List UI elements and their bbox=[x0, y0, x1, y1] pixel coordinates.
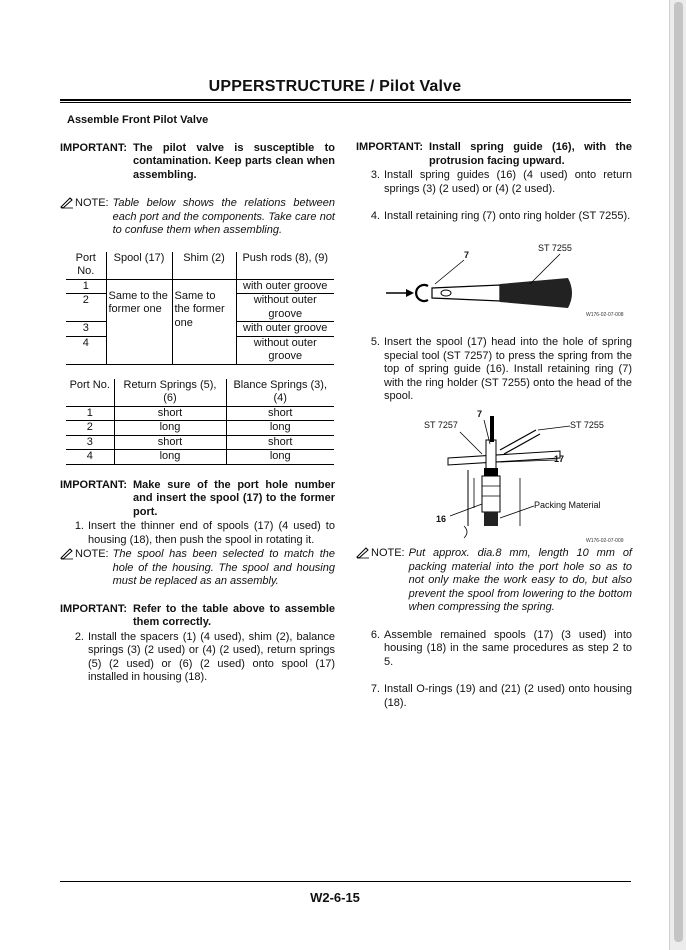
fig2-label-st7257: ST 7257 bbox=[424, 420, 458, 430]
return-spring-cell: long bbox=[114, 421, 226, 436]
fig1-label-st7255: ST 7255 bbox=[538, 243, 572, 253]
return-spring-cell: long bbox=[114, 450, 226, 465]
note-pencil-icon bbox=[356, 547, 370, 559]
vertical-scrollbar[interactable] bbox=[669, 0, 686, 950]
step-6 bbox=[356, 629, 632, 670]
push-rod-cell: with outer groove bbox=[236, 279, 334, 294]
port-cell: 2 bbox=[66, 294, 106, 322]
push-rod-cell: without outer groove bbox=[236, 336, 334, 364]
note-text: Table below shows the relations between each port and the components. Take care not to confuse them when assembling. bbox=[112, 197, 335, 236]
important-text: Install spring guide (16), with the protrusion facing upward. bbox=[429, 141, 632, 167]
spool-press-figure bbox=[420, 408, 632, 546]
note-pencil-icon bbox=[60, 197, 74, 209]
step-1 bbox=[60, 520, 335, 547]
fig2-label-16: 16 bbox=[436, 514, 447, 524]
table-row bbox=[66, 450, 334, 465]
important-label: IMPORTANT: bbox=[356, 141, 424, 153]
step-number: 6. bbox=[370, 628, 380, 641]
note-label: NOTE: bbox=[75, 548, 109, 560]
spool-cell: Same to the former one bbox=[106, 279, 172, 364]
port-cell: 4 bbox=[66, 336, 106, 364]
step-5 bbox=[356, 336, 632, 404]
fig2-code: W176-02-07-009 bbox=[586, 538, 624, 544]
important-label: IMPORTANT: bbox=[60, 602, 128, 615]
step-number: 7. bbox=[370, 683, 380, 695]
th-port: Port No. bbox=[66, 252, 106, 280]
step-number: 1. bbox=[74, 520, 84, 532]
springs-table bbox=[66, 379, 334, 465]
important-text: The pilot valve is susceptible to contamination. Keep parts clean when assembling. bbox=[133, 141, 335, 181]
step-3 bbox=[356, 169, 632, 196]
port-cell: 3 bbox=[66, 435, 114, 450]
important-contamination bbox=[60, 142, 335, 183]
fig2-label-st7255: ST 7255 bbox=[570, 420, 604, 430]
important-text: Refer to the table above to assemble them correctly. bbox=[133, 602, 335, 628]
important-port-hole bbox=[60, 479, 335, 520]
page-title: UPPERSTRUCTURE / Pilot Valve bbox=[208, 78, 462, 95]
balance-spring-cell: short bbox=[226, 435, 334, 450]
header-rule bbox=[60, 99, 631, 101]
ring-holder-illustration bbox=[380, 240, 632, 320]
header-rule-thin bbox=[60, 102, 631, 103]
section-title: Assemble Front Pilot Valve bbox=[67, 114, 209, 126]
table-row bbox=[66, 421, 334, 436]
fig2-label-7: 7 bbox=[477, 409, 483, 419]
note-text: The spool has been selected to match the hole of the housing. The spool and housing must be replaced as an assembly. bbox=[112, 548, 335, 587]
step-number: 3. bbox=[370, 169, 380, 181]
fig2-label-17: 17 bbox=[554, 454, 565, 464]
step-text: Assemble remained spools (17) (3 used) into housing (18) in the same procedures as step 2 to 5. bbox=[384, 628, 632, 668]
table-row bbox=[66, 435, 334, 450]
page-number: W2-6-15 bbox=[310, 890, 360, 905]
balance-spring-cell: short bbox=[226, 406, 334, 421]
important-label: IMPORTANT: bbox=[60, 478, 128, 491]
fig2-label-packing: Packing Material bbox=[534, 500, 601, 510]
step-7 bbox=[356, 683, 632, 710]
shim-cell: Same to the former one bbox=[172, 279, 236, 364]
important-spring-guide bbox=[356, 141, 632, 168]
step-4 bbox=[356, 210, 632, 224]
step-number: 4. bbox=[370, 210, 380, 222]
port-cell: 2 bbox=[66, 421, 114, 436]
step-number: 5. bbox=[370, 336, 380, 348]
return-spring-cell: short bbox=[114, 435, 226, 450]
th-spool: Spool (17) bbox=[106, 252, 172, 280]
push-rod-cell: without outer groove bbox=[236, 294, 334, 322]
port-cell: 1 bbox=[66, 406, 114, 421]
note-spool-housing bbox=[60, 548, 335, 589]
step-text: Install the spacers (1) (4 used), shim (2), balance springs (3) (2 used) or (4) (2 used), return springs (5) (2 used) or (6) (2 used) onto spool (17) installed in housing (18). bbox=[88, 630, 335, 683]
note-label: NOTE: bbox=[371, 547, 405, 559]
th-port: Port No. bbox=[66, 379, 114, 407]
port-cell: 1 bbox=[66, 279, 106, 294]
balance-spring-cell: long bbox=[226, 421, 334, 436]
note-label: NOTE: bbox=[75, 197, 109, 209]
important-text: Make sure of the port hole number and insert the spool (17) to the former port. bbox=[133, 478, 335, 518]
fig1-label-7: 7 bbox=[464, 250, 470, 260]
step-text: Install spring guides (16) (4 used) onto return springs (3) (2 used) or (4) (2 used). bbox=[384, 169, 632, 195]
balance-spring-cell: long bbox=[226, 450, 334, 465]
step-2 bbox=[60, 631, 335, 685]
right-column-step5 bbox=[356, 336, 632, 404]
step-number: 2. bbox=[74, 630, 84, 643]
return-spring-cell: short bbox=[114, 406, 226, 421]
port-components-table bbox=[66, 252, 334, 365]
port-cell: 3 bbox=[66, 322, 106, 337]
note-table-relations bbox=[60, 197, 335, 238]
th-shim: Shim (2) bbox=[172, 252, 236, 280]
right-column-lower bbox=[356, 547, 632, 710]
step-text: Insert the spool (17) head into the hole of spring special tool (ST 7257) to press the spring from the top of spring guide (16). Install retaining ring (7) with the ring holder (ST 7255) onto the head of the spool. bbox=[384, 336, 632, 402]
note-pencil-icon bbox=[60, 548, 74, 560]
right-column bbox=[356, 141, 632, 224]
note-text: Put approx. dia.8 mm, length 10 mm of packing material into the port hole so as to not only make the work easy to do, but also prevent the spool from lowering to the bottom when compressing the spring. bbox=[408, 547, 632, 613]
th-push-rods: Push rods (8), (9) bbox=[236, 252, 334, 280]
step-text: Install O-rings (19) and (21) (2 used) onto housing (18). bbox=[384, 683, 632, 709]
port-cell: 4 bbox=[66, 450, 114, 465]
scrollbar-thumb[interactable] bbox=[674, 2, 683, 942]
important-label: IMPORTANT: bbox=[60, 141, 128, 154]
push-rod-cell: with outer groove bbox=[236, 322, 334, 337]
th-balance-springs: Blance Springs (3), (4) bbox=[226, 379, 334, 407]
th-return-springs: Return Springs (5), (6) bbox=[114, 379, 226, 407]
table-row bbox=[66, 406, 334, 421]
fig1-code: W176-02-07-008 bbox=[586, 312, 624, 318]
step-text: Install retaining ring (7) onto ring holder (ST 7255). bbox=[384, 210, 631, 222]
left-column bbox=[60, 114, 335, 685]
footer-rule bbox=[60, 881, 631, 882]
important-refer-table bbox=[60, 603, 335, 630]
note-packing-material bbox=[356, 547, 632, 615]
ring-holder-figure bbox=[380, 240, 632, 320]
step-text: Insert the thinner end of spools (17) (4 used) to housing (18), then push the spool in rotating it. bbox=[88, 520, 335, 546]
